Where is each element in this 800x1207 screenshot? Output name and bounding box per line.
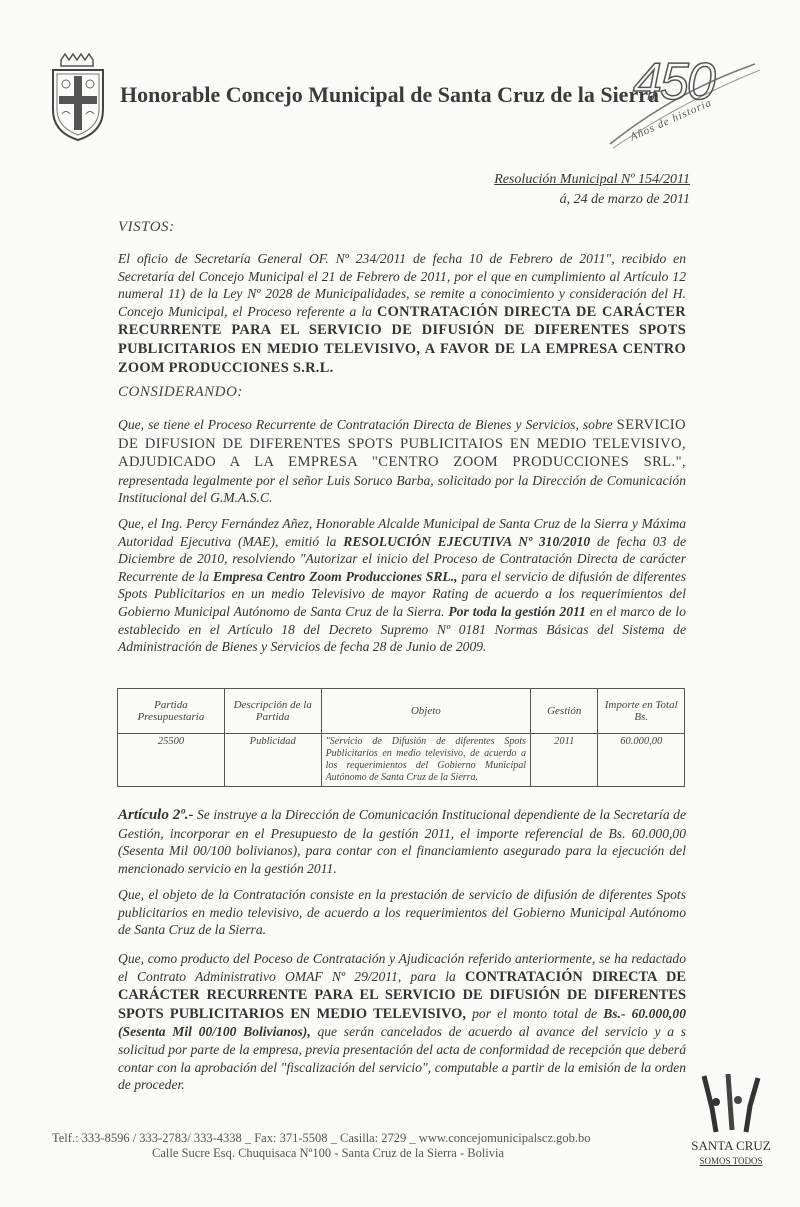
- vistos-bold: CONTRATACIÓN DIRECTA DE CARÁCTER RECURRENTE PARA EL SERVICIO DE DIFUSIÓN DE DIFERENTES SPOTS PUBLICITARIOS EN MEDIO TELEVISIVO, A FAVOR DE LA EMPRESA CENTRO ZOOM PRODUCCIONES S.R.L.: [118, 303, 687, 376]
- vistos-paragraph: [118, 250, 686, 377]
- articulo-2-paragraph: [118, 806, 686, 877]
- table-header: Partida Presupuestaria: [118, 689, 225, 734]
- footer-address: Calle Sucre Esq. Chuquisaca Nº100 - Santa Cruz de la Sierra - Bolivia: [152, 1146, 505, 1160]
- contrato-bold1: CONTRATACIÓN DIRECTA DE CARÁCTER RECURRENTE PARA EL SERVICIO DE DIFUSIÓN DE DIFERENTES SPOTS PUBLICITARIOS EN MEDIO TELEVISIVO,: [118, 968, 687, 1022]
- table-cell: Publicidad: [224, 734, 321, 787]
- considerando-p1-caps: SERVICIO DE DIFUSION DE DIFERENTES SPOTS PUBLICITAIOS EN MEDIO TELEVISIVO, ADJUDICADO A LA EMPRESA "CENTRO ZOOM PRODUCCIONES SRL.",: [118, 417, 686, 471]
- table-header-row: [118, 689, 685, 734]
- table-cell: "Servicio de Difusión de diferentes Spots Publicitarios en medio televisivo, de acuerdo a los requerimientos del Gobierno Municipal Autónomo de Santa Cruz de la Sierra.: [321, 734, 530, 787]
- santa-cruz-logo: [686, 1072, 776, 1177]
- considerando-p1-b: representada legalmente por el señor Luis Soruco Barba, solicitado por la Dirección de Comunicación Institucional del G.M.A.S.C.: [118, 472, 686, 506]
- anniversary-number: 450: [633, 53, 714, 111]
- table-header: Importe en Total Bs.: [598, 689, 685, 734]
- anniversary-text: Años de historia: [628, 96, 714, 144]
- articulo-2-text: Se instruye a la Dirección de Comunicación Institucional dependiente de la Secretaría de Gestión, incorporar en el Presupuesto de la gestión 2011, el importe referencial de Bs. 60.000,00 (Sesenta Mil 00/100 bolivianos), para contar con el financiamiento asegurado para la ejecución del mencionado servicio en la gestión 2011.: [118, 807, 686, 876]
- logo-text-santa-cruz: SANTA CRUZ: [691, 1138, 771, 1153]
- header-title: Honorable Concejo Municipal de Santa Cruz de la Sierra: [120, 82, 659, 107]
- resolution-date: á, 24 de marzo de 2011: [559, 192, 690, 207]
- people-figures-icon: [694, 1072, 766, 1134]
- considerando-p1-a: Que, se tiene el Proceso Recurrente de Contratación Directa de Bienes y Servicios, sobre: [118, 417, 613, 432]
- resolution-number: Resolución Municipal Nº 154/2011: [494, 172, 690, 187]
- contrato-bold2: Bs.- 60.000,00 (Sesenta Mil 00/100 Bolivianos),: [118, 1005, 686, 1040]
- considerando-p2-b: de fecha 03 de Diciembre de 2010, resolviendo "Autorizar el inicio del Proceso de Contratación Directa de carácter Recurrente de la: [118, 533, 686, 584]
- considerando-p2-bold1: RESOLUCIÓN EJECUTIVA Nº 310/2010: [343, 533, 591, 549]
- table-header: Objeto: [321, 689, 530, 734]
- considerando-heading: CONSIDERANDO:: [118, 384, 243, 400]
- considerando-p2-bold3: Por toda la gestión 2011: [448, 603, 586, 619]
- considerando-p2-a: Que, el Ing. Percy Fernández Añez, Honorable Alcalde Municipal de Santa Cruz de la Sierra y Máxima Autoridad Ejecutiva (MAE), emitió la: [118, 516, 686, 549]
- coat-of-arms-icon: [47, 52, 109, 142]
- objeto-paragraph: Que, el objeto de la Contratación consiste en la prestación de servicio de difusión de diferentes Spots publicitarios en medio televisivo, de acuerdo a los requerimientos del Gobierno Municipal Autónomo de Santa Cruz de la Sierra.: [118, 887, 686, 938]
- table-cell: 25500: [118, 734, 225, 787]
- logo-text-somos-todos: SOMOS TODOS: [699, 1156, 763, 1166]
- considerando-p2-c: para el servicio de difusión de diferentes Spots Publicitarios en un medio Televisivo de mayor Rating de acuerdo a los requerimientos del Gobierno Municipal Autónomo de Santa Cruz de la Sierra.: [118, 568, 687, 619]
- vistos-text: El oficio de Secretaría General OF. Nº 234/2011 de fecha 10 de Febrero de 2011", recibido en Secretaría del Concejo Municipal el 21 de Febrero de 2011, por el que en cumplimiento al Artículo 12 numeral 11) de la Ley Nº 2028 de Municipalidades, se remite a conocimiento y consideración del H. Concejo Municipal, el Proceso referente a la: [118, 251, 686, 319]
- contrato-a: Que, como producto del Poceso de Contratación y Ajudicación referido anteriormente, se ha redactado el Contrato Administrativo OMAF Nº 29/2011, para la: [118, 951, 686, 984]
- considerando-paragraph-2: [118, 515, 686, 656]
- anniversary-logo: [605, 52, 765, 152]
- considerando-p2-bold2: Empresa Centro Zoom Producciones SRL.,: [213, 568, 458, 584]
- table-header: Descripción de la Partida: [224, 689, 321, 734]
- table-cell: 2011: [531, 734, 598, 787]
- considerando-p2-d: en el marco de lo establecido en el Artículo 18 del Decreto Supremo Nº 0181 Normas Básicas del Sistema de Administración de Bienes y Servicios de fecha 28 de Junio de 2009.: [118, 603, 686, 655]
- table-row: [118, 734, 685, 787]
- table-header: Gestión: [531, 689, 598, 734]
- articulo-2-label: Artículo 2º.-: [118, 807, 194, 823]
- footer-contact: Telf.: 333-8596 / 333-2783/ 333-4338 _ Fax: 371-5508 _ Casilla: 2729 _ www.concejomunicipalscz.gob.bo: [52, 1131, 591, 1145]
- considerando-paragraph-1: [118, 416, 686, 507]
- contrato-c: que serán cancelados de acuerdo al avance del servicio y a s solicitud por parte de la empresa, previa presentación del acta de conformidad de recepción que deberá contar con la aprobación del "fiscalización del servicio", computable a partir de la emisión de la orden de proceder.: [118, 1024, 686, 1093]
- budget-table: [117, 688, 685, 787]
- vistos-heading: VISTOS:: [118, 219, 175, 235]
- contrato-paragraph: [118, 950, 686, 1094]
- contrato-b: por el monto total de: [472, 1005, 598, 1021]
- table-cell: 60.000,00: [598, 734, 685, 787]
